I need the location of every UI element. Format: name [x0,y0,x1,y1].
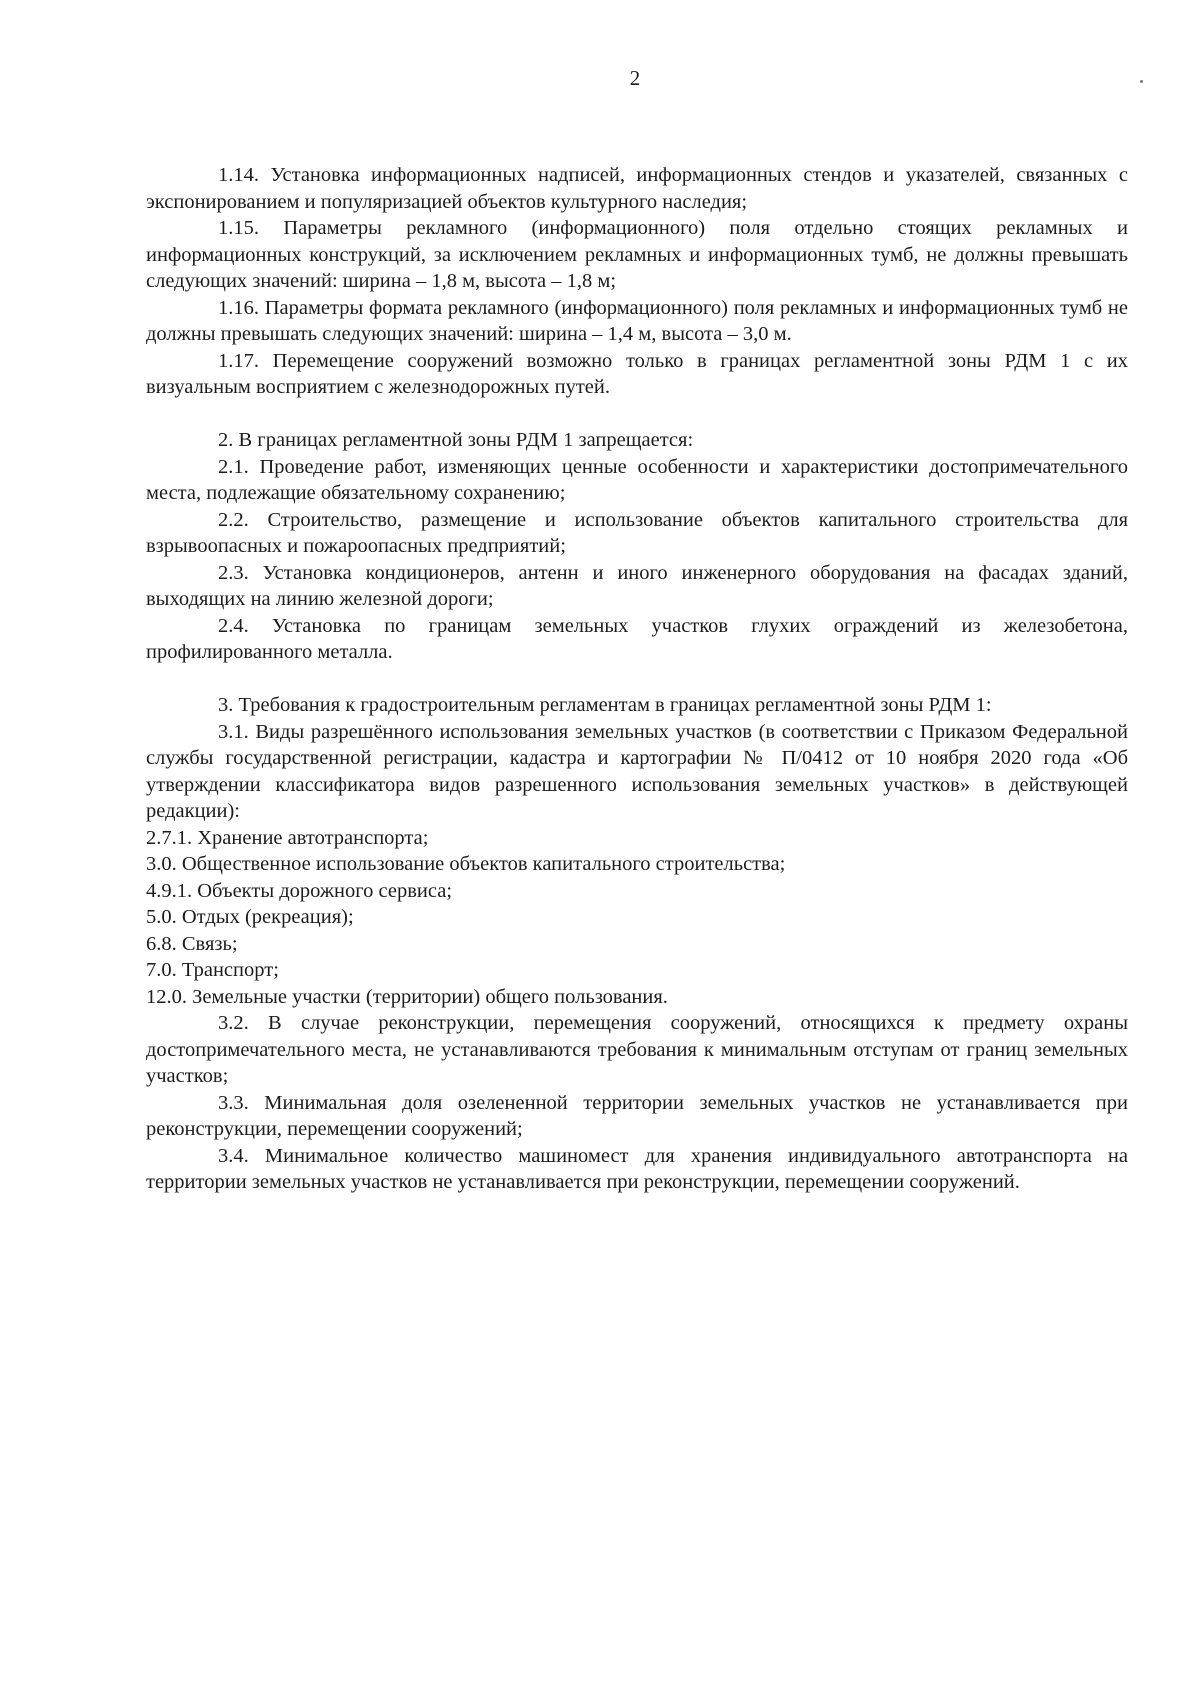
paragraph: 3. Требования к градостроительным регламентам в границах регламентной зоны РДМ 1: [218,694,992,716]
page-number: 2 [629,66,641,90]
paragraph: 1.14. Установка информационных надписей, информационных стендов и указателей, связанных с экспонированием и популяризацией объектов культурного наследия; [146,164,1128,213]
paragraph: 2.4. Установка по границам земельных участков глухих ограждений из железобетона, профилированного металла. [146,614,1128,663]
list-item: 7.0. Транспорт; [146,959,279,981]
paragraph: 2.2. Строительство, размещение и использование объектов капитального строительства для взрывоопасных и пожароопасных предприятий; [146,508,1128,557]
paragraph: 1.15. Параметры рекламного (информационного) поля отдельно стоящих рекламных и информационных конструкций, за исключением рекламных и информационных тумб, не должны превышать следующих значений: ширина – 1,8 м, высота – 1,8 м; [146,217,1128,292]
list-item: 5.0. Отдых (рекреация); [146,906,354,928]
paragraph: 2.1. Проведение работ, изменяющих ценные особенности и характеристики достопримечательного места, подлежащие обязательному сохранению; [146,455,1128,504]
list-item: 12.0. Земельные участки (территории) общего пользования. [146,985,668,1008]
paragraph: 1.16. Параметры формата рекламного (информационного) поля рекламных и информационных тумб не должны превышать следующих значений: ширина – 1,4 м, высота – 3,0 м. [146,296,1128,345]
paragraph: 1.17. Перемещение сооружений возможно только в границах регламентной зоны РДМ 1 с их визуальным восприятием с железнодорожных путей. [146,349,1128,398]
paragraph: 3.2. В случае реконструкции, перемещения сооружений, относящихся к предмету охраны достопримечательного места, не устанавливаются требования к минимальным отступам от границ земельных участков; [146,1012,1128,1087]
paragraph: 3.1. Виды разрешённого использования земельных участков (в соответствии с Приказом Федеральной службы государственной регистрации, кадастра и картографии № П/0412 от 10 ноября 2020 года «Об утверждении классификатора видов разрешенного использования земельных участков» в действующей редакции): [146,720,1128,822]
document-body [146,162,1128,1196]
scan-speck [1140,80,1143,83]
paragraph: 3.4. Минимальное количество машиномест для хранения индивидуального автотранспорта на территории земельных участков не устанавливается при реконструкции, перемещении сооружений. [146,1144,1128,1193]
paragraph: 2.3. Установка кондиционеров, антенн и иного инженерного оборудования на фасадах зданий, выходящих на линию железной дороги; [146,561,1128,610]
list-item: 2.7.1. Хранение автотранспорта; [146,826,429,849]
list-item: 6.8. Связь; [146,932,238,955]
list-item: 4.9.1. Объекты дорожного сервиса; [146,879,453,902]
list-item: 3.0. Общественное использование объектов капитального строительства; [146,853,786,875]
paragraph: 2. В границах регламентной зоны РДМ 1 запрещается: [218,429,694,451]
paragraph: 3.3. Минимальная доля озелененной территории земельных участков не устанавливается при реконструкции, перемещении сооружений; [146,1091,1128,1140]
